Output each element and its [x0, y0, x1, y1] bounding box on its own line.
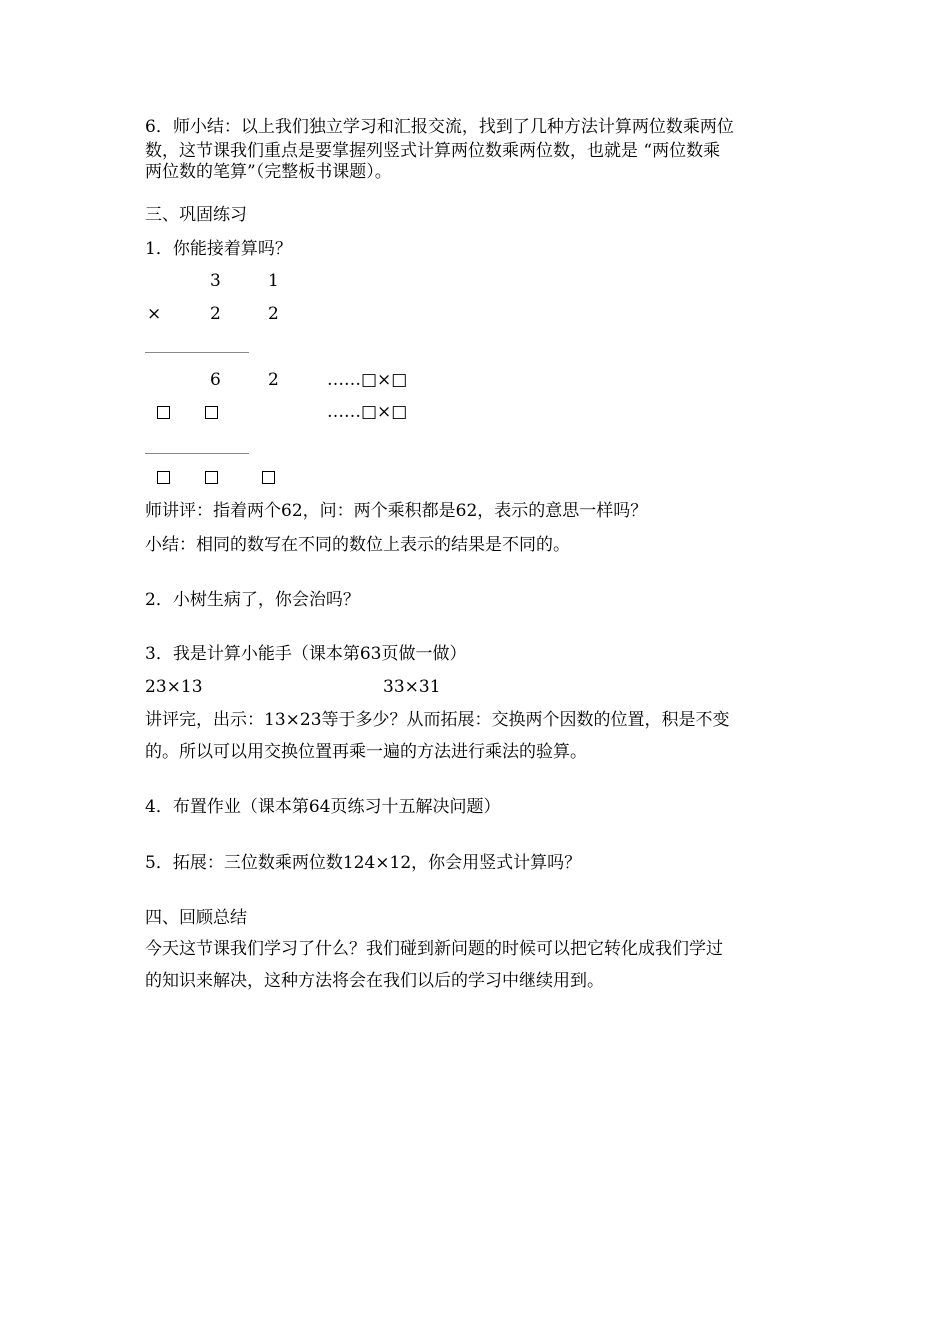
blank-box: [205, 406, 218, 419]
teacher-comment-1: 师讲评：指着两个62，问：两个乘积都是62，表示的意思一样吗？: [145, 501, 648, 521]
section-heading-3: 三、巩固练习: [145, 205, 247, 225]
summary-1: 小结：相同的数写在不同的数位上表示的结果是不同的。: [145, 535, 570, 555]
comment-3-line-1: 讲评完，出示：13×23等于多少？从而拓展：交换两个因数的位置，积是不变: [145, 710, 730, 730]
blank-box: [205, 471, 218, 484]
digit-ones-62: 2: [268, 370, 279, 390]
p6-line-1: 6．师小结：以上我们独立学习和汇报交流，找到了几种方法计算两位数乘两位: [145, 117, 734, 137]
digit-ones-31: 1: [268, 271, 279, 291]
digit-tens-22: 2: [210, 304, 221, 324]
question-2: 2．小树生病了，你会治吗？: [145, 590, 360, 610]
exercise-33x31: 33×31: [383, 677, 441, 697]
calc-rule-1: [145, 352, 249, 353]
blank-box: [157, 471, 170, 484]
digit-ones-22: 2: [268, 304, 279, 324]
question-5: 5．拓展：三位数乘两位数124×12，你会用竖式计算吗？: [145, 853, 582, 873]
blank-box: [262, 471, 275, 484]
hint-box-times-box-2: ……□×□: [327, 402, 408, 422]
times-symbol: ×: [147, 304, 162, 324]
digit-tens-31: 3: [210, 271, 221, 291]
p6-line-2: 数，这节课我们重点是要掌握列竖式计算两位数乘两位数，也就是 “两位数乘: [145, 141, 721, 161]
question-4: 4．布置作业（课本第64页练习十五解决问题）: [145, 797, 501, 817]
question-3: 3．我是计算小能手（课本第63页做一做）: [145, 644, 467, 664]
review-line-1: 今天这节课我们学习了什么？我们碰到新问题的时候可以把它转化成我们学过: [145, 939, 723, 959]
calc-rule-2: [145, 453, 249, 454]
blank-box: [157, 406, 170, 419]
section-heading-4: 四、回顾总结: [145, 908, 247, 928]
p6-line-3: 两位数的笔算”（完整板书课题）。: [145, 162, 392, 182]
exercise-23x13: 23×13: [145, 677, 203, 697]
question-1: 1．你能接着算吗？: [145, 239, 292, 259]
review-line-2: 的知识来解决，这种方法将会在我们以后的学习中继续用到。: [145, 971, 604, 991]
hint-box-times-box-1: ……□×□: [327, 370, 408, 390]
comment-3-line-2: 的。所以可以用交换位置再乘一遍的方法进行乘法的验算。: [145, 742, 587, 762]
digit-tens-62: 6: [210, 370, 221, 390]
